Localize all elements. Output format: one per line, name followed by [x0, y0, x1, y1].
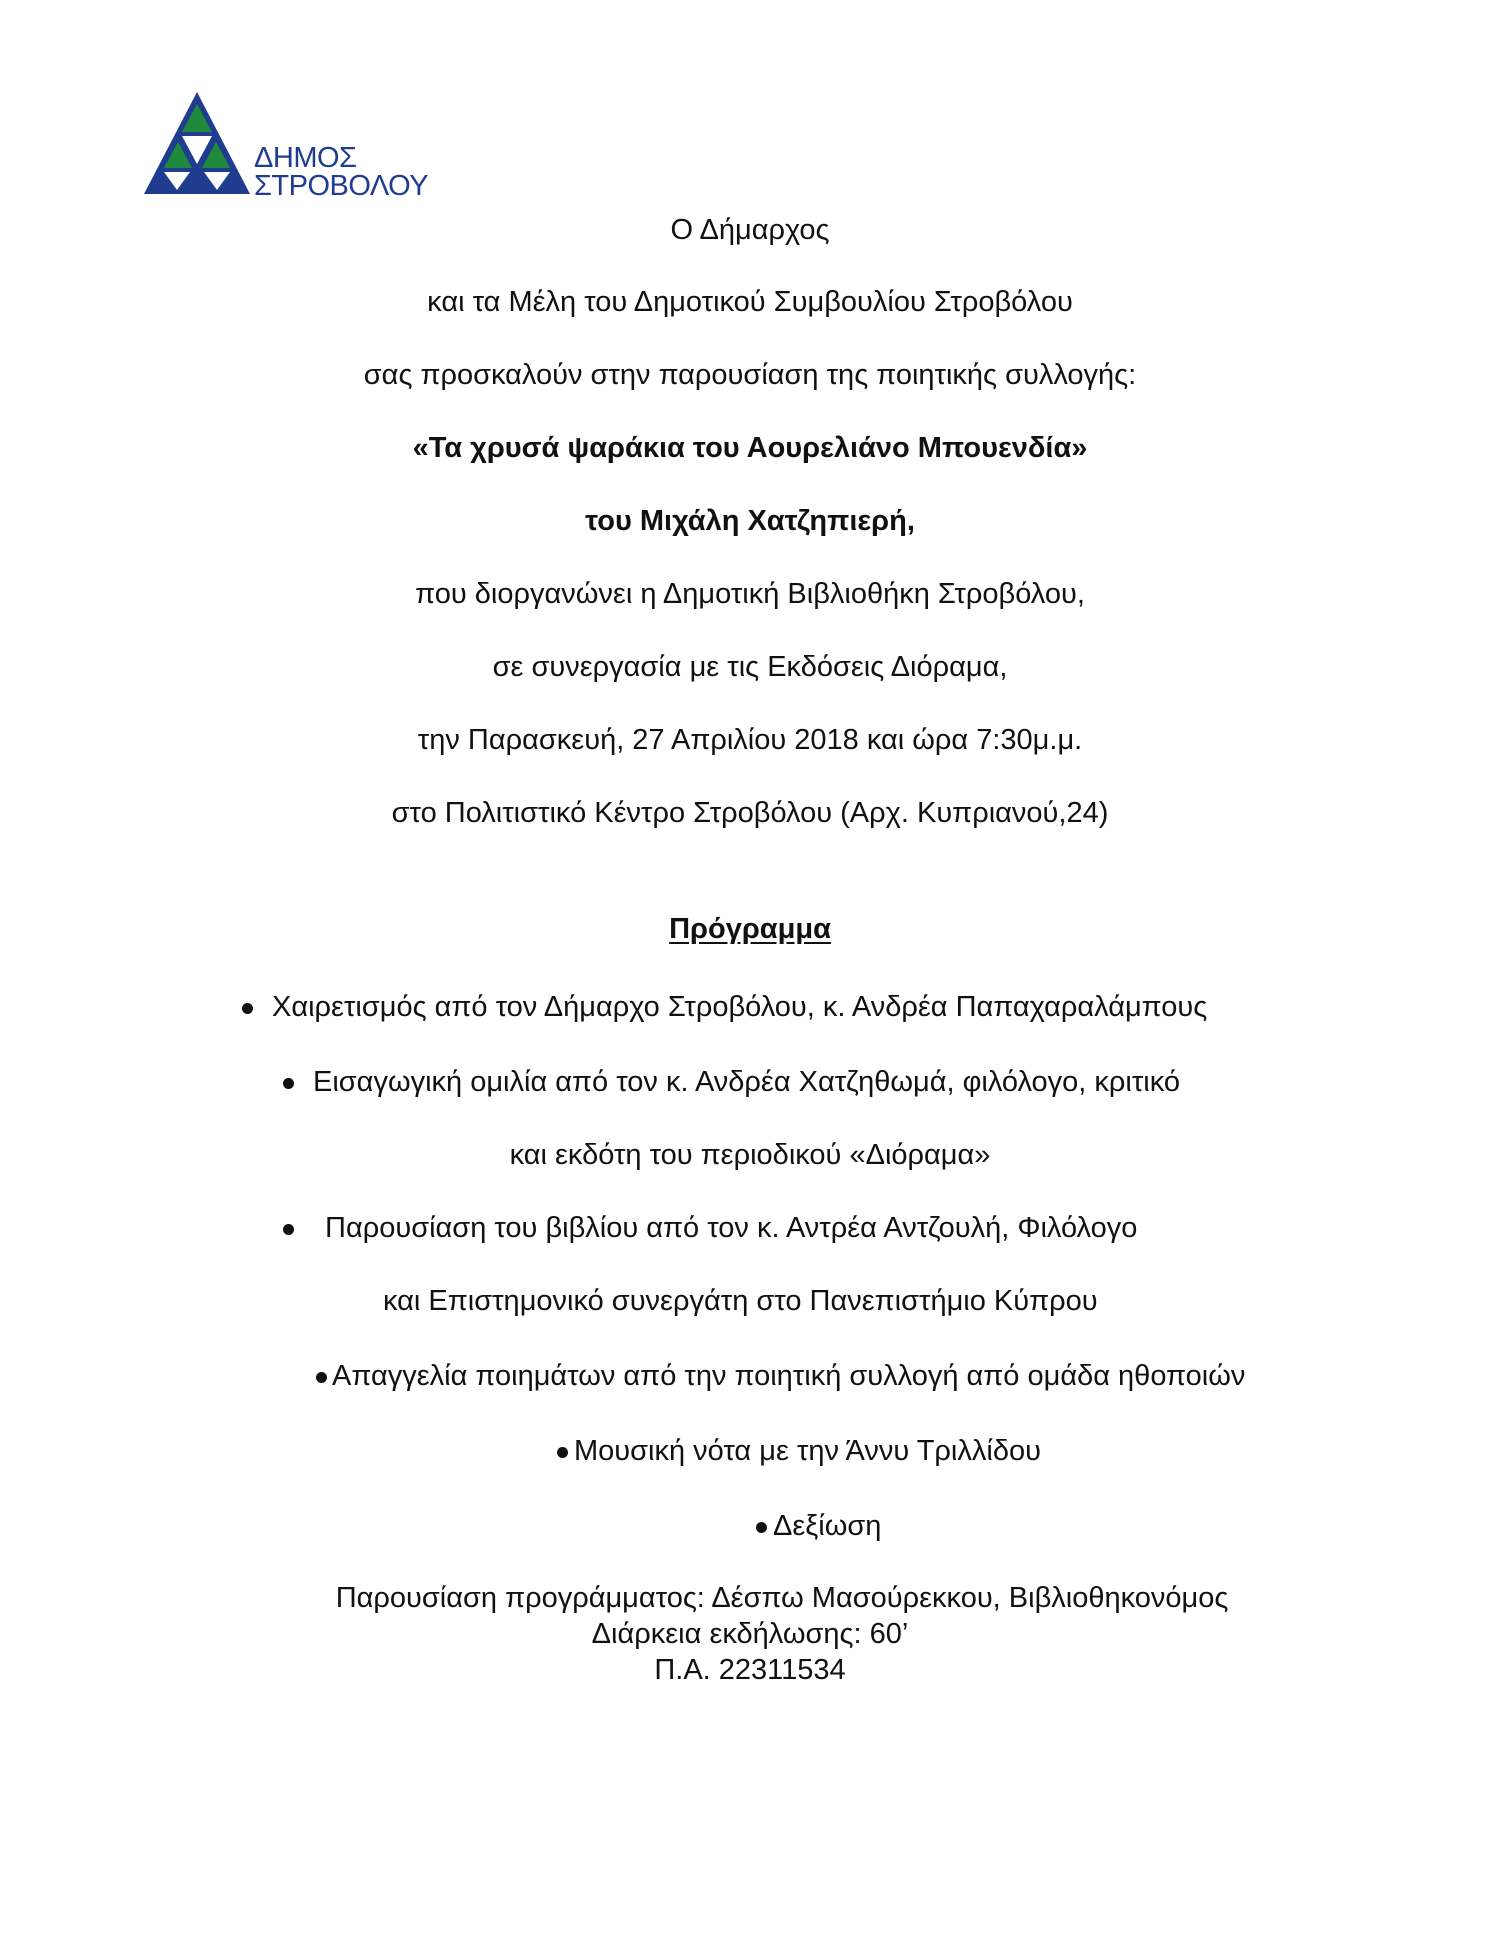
program-item-intro: Εισαγωγική ομιλία από τον κ. Ανδρέα Χατζηθωμά, φιλόλογο, κριτικό [313, 1066, 1181, 1098]
program-item-presentation-cont: και Επιστημονικό συνεργάτη στο Πανεπιστήμιο Κύπρου [383, 1285, 1098, 1317]
program-item-music: Μουσική νότα με την Άννυ Τριλλίδου [574, 1435, 1041, 1467]
bullet-icon [557, 1447, 568, 1458]
book-author: του Μιχάλη Χατζηπιερή, [585, 505, 915, 537]
bullet-icon [756, 1522, 767, 1533]
logo-text-line1: ΔΗΜΟΣ [254, 142, 357, 174]
duration-line: Διάρκεια εκδήλωσης: 60’ [591, 1618, 909, 1650]
program-item-reception: Δεξίωση [773, 1510, 882, 1542]
bullet-icon [242, 1003, 253, 1014]
partner-line: σε συνεργασία με τις Εκδόσεις Διόραμα, [492, 651, 1008, 683]
program-item-recitation: Απαγγελία ποιημάτων από την ποιητική συλλογή από ομάδα ηθοποιών [332, 1360, 1246, 1392]
triangle-logo-icon [142, 90, 252, 200]
logo-text-line2: ΣΤΡΟΒΟΛΟΥ [254, 170, 429, 202]
program-item-greeting: Χαιρετισμός από τον Δήμαρχο Στροβόλου, κ. Ανδρέα Παπαχαραλάμπους [272, 991, 1208, 1023]
bullet-icon [283, 1078, 294, 1089]
presenter-line: Παρουσίαση προγράμματος: Δέσπω Μασούρεκκου, Βιβλιοθηκονόμος [335, 1582, 1229, 1614]
book-title: «Τα χρυσά ψαράκια του Αουρελιάνο Μπουενδία» [412, 432, 1088, 464]
organizer-line: που διοργανώνει η Δημοτική Βιβλιοθήκη Στροβόλου, [415, 578, 1085, 610]
mayor-line: Ο Δήμαρχος [670, 214, 830, 246]
info-line: Π.Α. 22311534 [654, 1654, 846, 1686]
bullet-icon [316, 1372, 327, 1383]
program-item-intro-cont: και εκδότη του περιοδικού «Διόραμα» [509, 1139, 991, 1171]
bullet-icon [283, 1224, 294, 1235]
date-line: την Παρασκευή, 27 Απριλίου 2018 και ώρα 7:30μ.μ. [417, 724, 1083, 756]
program-heading: Πρόγραμμα [669, 913, 831, 945]
invite-line: σας προσκαλούν στην παρουσίαση της ποιητικής συλλογής: [363, 359, 1137, 391]
council-line: και τα Μέλη του Δημοτικού Συμβουλίου Στροβόλου [427, 286, 1073, 318]
venue-line: στο Πολιτιστικό Κέντρο Στροβόλου (Αρχ. Κυπριανού,24) [391, 797, 1109, 829]
program-item-presentation: Παρουσίαση του βιβλίου από τον κ. Αντρέα Αντζουλή, Φιλόλογο [325, 1212, 1138, 1244]
municipality-logo [142, 90, 432, 200]
